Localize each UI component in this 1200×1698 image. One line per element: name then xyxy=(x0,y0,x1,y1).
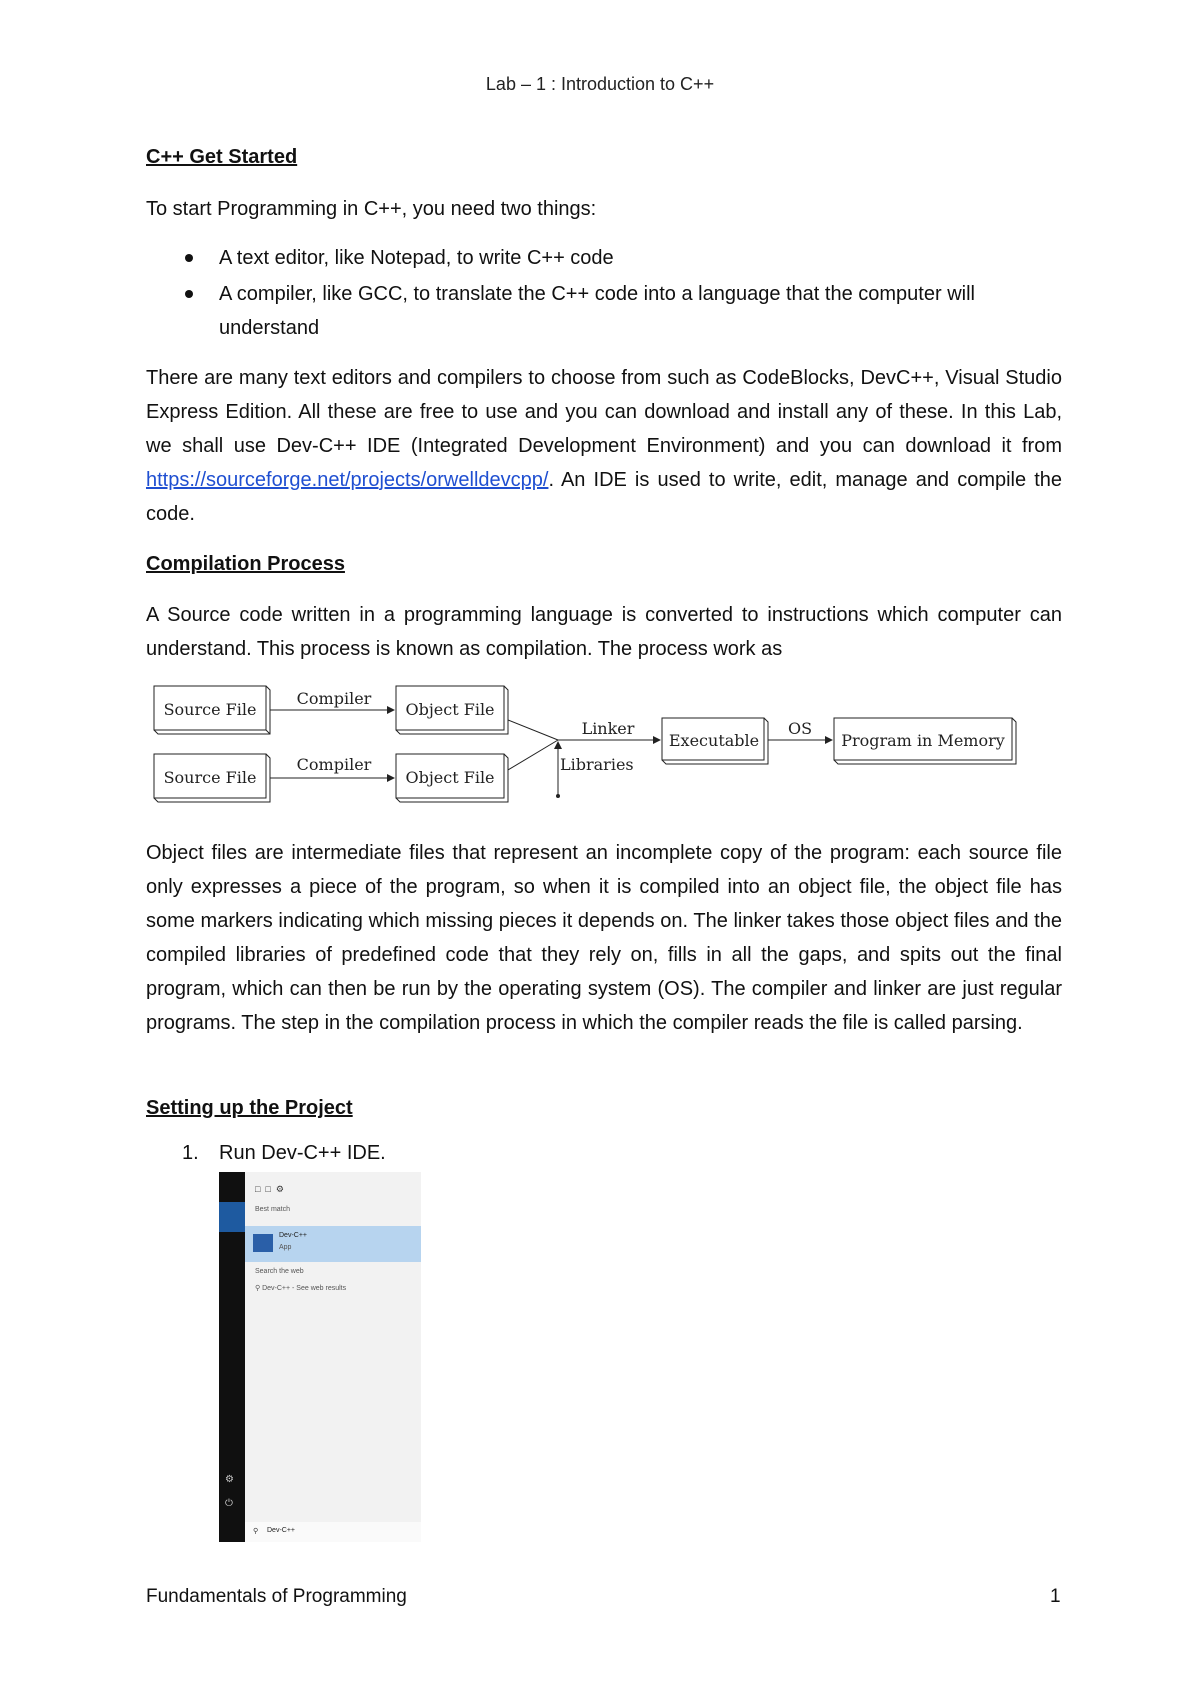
compiler-label: Compiler xyxy=(296,689,372,708)
web-result-text: Dev-C++ - See web results xyxy=(262,1285,347,1292)
page-header: Lab – 1 : Introduction to C++ xyxy=(485,74,715,94)
ide-paragraph-end: . An IDE is used to write, edit, manage and compile the code. xyxy=(146,469,1062,525)
object-files-paragraph: Object files are intermediate files that represent an incomplete copy of the program: each source file only expresses a piece of the program, so when it is compiled into an object file, the object file has some markers indicating which missing pieces it depends on. The linker takes those object files and the compiled libraries of predefined code that they rely on, fills in all the gaps, and spits out the final program, which can then be run by the operating system (OS). The compiler and linker are just regular programs. The step in the compilation process in which the compiler reads the file is called parsing. xyxy=(146,842,1062,1034)
list-item: A text editor, like Notepad, to write C++ code xyxy=(146,241,1062,275)
heading-get-started: C++ Get Started xyxy=(146,146,298,168)
compilation-intro: A Source code written in a programming language is converted to instructions which computer can understand. This process is known as compilation. The process work as xyxy=(146,604,1062,660)
ide-paragraph xyxy=(146,361,1062,531)
section-get-started xyxy=(146,146,1062,169)
intro-text: To start Programming in C++, you need two things: xyxy=(146,198,597,220)
list-item: A compiler, like GCC, to translate the C++ code into a language that the computer will understand xyxy=(146,277,1062,345)
libraries-dot xyxy=(556,794,560,798)
app-name: Dev-C++ xyxy=(279,1232,308,1239)
libraries-label: Libraries xyxy=(560,755,634,774)
memory-label: Program in Memory xyxy=(841,731,1005,750)
download-link[interactable]: https://sourceforge.net/projects/orwelldevcpp/ xyxy=(146,469,549,491)
object-file-label: Object File xyxy=(405,768,495,787)
os-label: OS xyxy=(787,719,813,738)
executable-box xyxy=(662,718,768,764)
step-text: Run Dev-C++ IDE. xyxy=(219,1142,386,1164)
source-file-label: Source File xyxy=(163,768,257,787)
source-file-label: Source File xyxy=(163,700,257,719)
home-icon xyxy=(219,1202,245,1232)
source-file-box xyxy=(154,754,270,802)
app-type: App xyxy=(279,1244,292,1251)
settings-icon[interactable]: ⚙ xyxy=(225,1474,234,1485)
search-web-label: Search the web xyxy=(255,1268,304,1275)
requirements-list xyxy=(146,241,1062,345)
object-file-label: Object File xyxy=(405,700,495,719)
devcpp-app-icon xyxy=(253,1234,273,1252)
start-menu-screenshot xyxy=(219,1172,421,1542)
object-file-box xyxy=(396,754,508,802)
page-number: 1 xyxy=(1050,1586,1061,1607)
executable-label: Executable xyxy=(668,731,760,750)
best-match-label: Best match xyxy=(255,1206,291,1213)
linker-label: Linker xyxy=(581,719,635,738)
compilation-diagram xyxy=(150,684,1050,806)
memory-box xyxy=(834,718,1016,764)
heading-compilation: Compilation Process xyxy=(146,553,345,575)
compiler-label: Compiler xyxy=(296,755,372,774)
linker-line xyxy=(508,740,558,770)
linker-line xyxy=(508,720,558,740)
tab-icons: □ □ ⚙ xyxy=(255,1184,284,1194)
footer-course: Fundamentals of Programming xyxy=(146,1586,407,1607)
search-icon: ⚲ xyxy=(253,1528,259,1535)
source-file-box xyxy=(154,686,270,734)
search-box-text: Dev-C++ xyxy=(267,1527,296,1534)
object-file-box xyxy=(396,686,508,734)
search-box[interactable] xyxy=(245,1522,421,1542)
app-result[interactable] xyxy=(245,1226,421,1262)
heading-setup: Setting up the Project xyxy=(146,1097,353,1119)
ide-paragraph-text: There are many text editors and compilers to choose from such as CodeBlocks, DevC++, Visual Studio Express Edition. All these are free to use and you can download and install any of these. In this Lab, we shall use Dev-C++ IDE (Integrated Development Environment) and you can download it from xyxy=(146,367,1062,457)
step-number: 1. xyxy=(182,1142,199,1164)
web-result[interactable]: ⚲ Dev-C++ - See web results xyxy=(255,1285,347,1292)
power-icon[interactable]: ⏻ xyxy=(225,1498,233,1509)
